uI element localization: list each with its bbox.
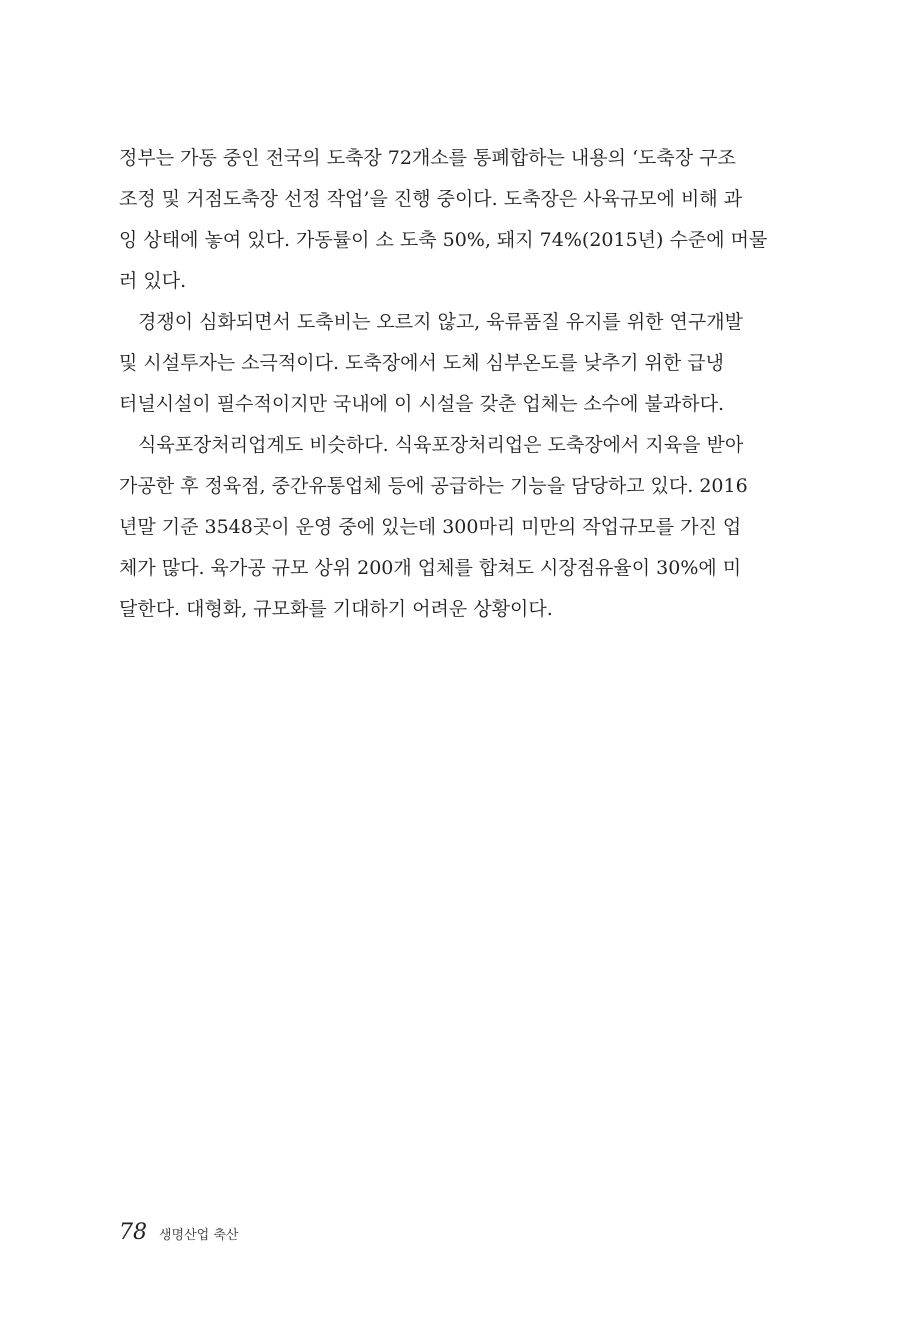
paragraph-3-line-2: 가공한 후 정육점, 중간유통업체 등에 공급하는 기능을 담당하고 있다. 2016 bbox=[119, 475, 748, 497]
paragraph-3-line-4: 체가 많다. 육가공 규모 상위 200개 업체를 합쳐도 시장점유율이 30%에 미 bbox=[119, 557, 742, 579]
paragraph-1-line-2: 조정 및 거점도축장 선정 작업’을 진행 중이다. 도축장은 사육규모에 비해 과 bbox=[119, 188, 743, 210]
paragraph-2-line-2: 및 시설투자는 소극적이다. 도축장에서 도체 심부온도를 낮추기 위한 급냉 bbox=[119, 352, 724, 374]
paragraph-3-line-3: 년말 기준 3548곳이 운영 중에 있는데 300마리 미만의 작업규모를 가진 업 bbox=[119, 516, 742, 538]
running-title: 생명산업 축산 bbox=[159, 1228, 239, 1243]
body-text bbox=[119, 138, 779, 630]
page-footer bbox=[119, 1220, 238, 1245]
paragraph-3-line-1: 식육포장처리업계도 비슷하다. 식육포장처리업은 도축장에서 지육을 받아 bbox=[138, 434, 744, 456]
page-number: 78 bbox=[119, 1220, 147, 1245]
paragraph-1-line-3: 잉 상태에 놓여 있다. 가동률이 소 도축 50%, 돼지 74%(2015년) 수준에 머물 bbox=[119, 229, 768, 251]
paragraph-1-line-4: 러 있다. bbox=[119, 270, 187, 292]
paragraph-2-line-1: 경쟁이 심화되면서 도축비는 오르지 않고, 육류품질 유지를 위한 연구개발 bbox=[138, 311, 743, 333]
paragraph-3-line-5: 달한다. 대형화, 규모화를 기대하기 어려운 상황이다. bbox=[119, 598, 553, 620]
paragraph-1-line-1: 정부는 가동 중인 전국의 도축장 72개소를 통폐합하는 내용의 ‘도축장 구조 bbox=[119, 147, 736, 169]
paragraph-2-line-3: 터널시설이 필수적이지만 국내에 이 시설을 갖춘 업체는 소수에 불과하다. bbox=[119, 393, 724, 415]
